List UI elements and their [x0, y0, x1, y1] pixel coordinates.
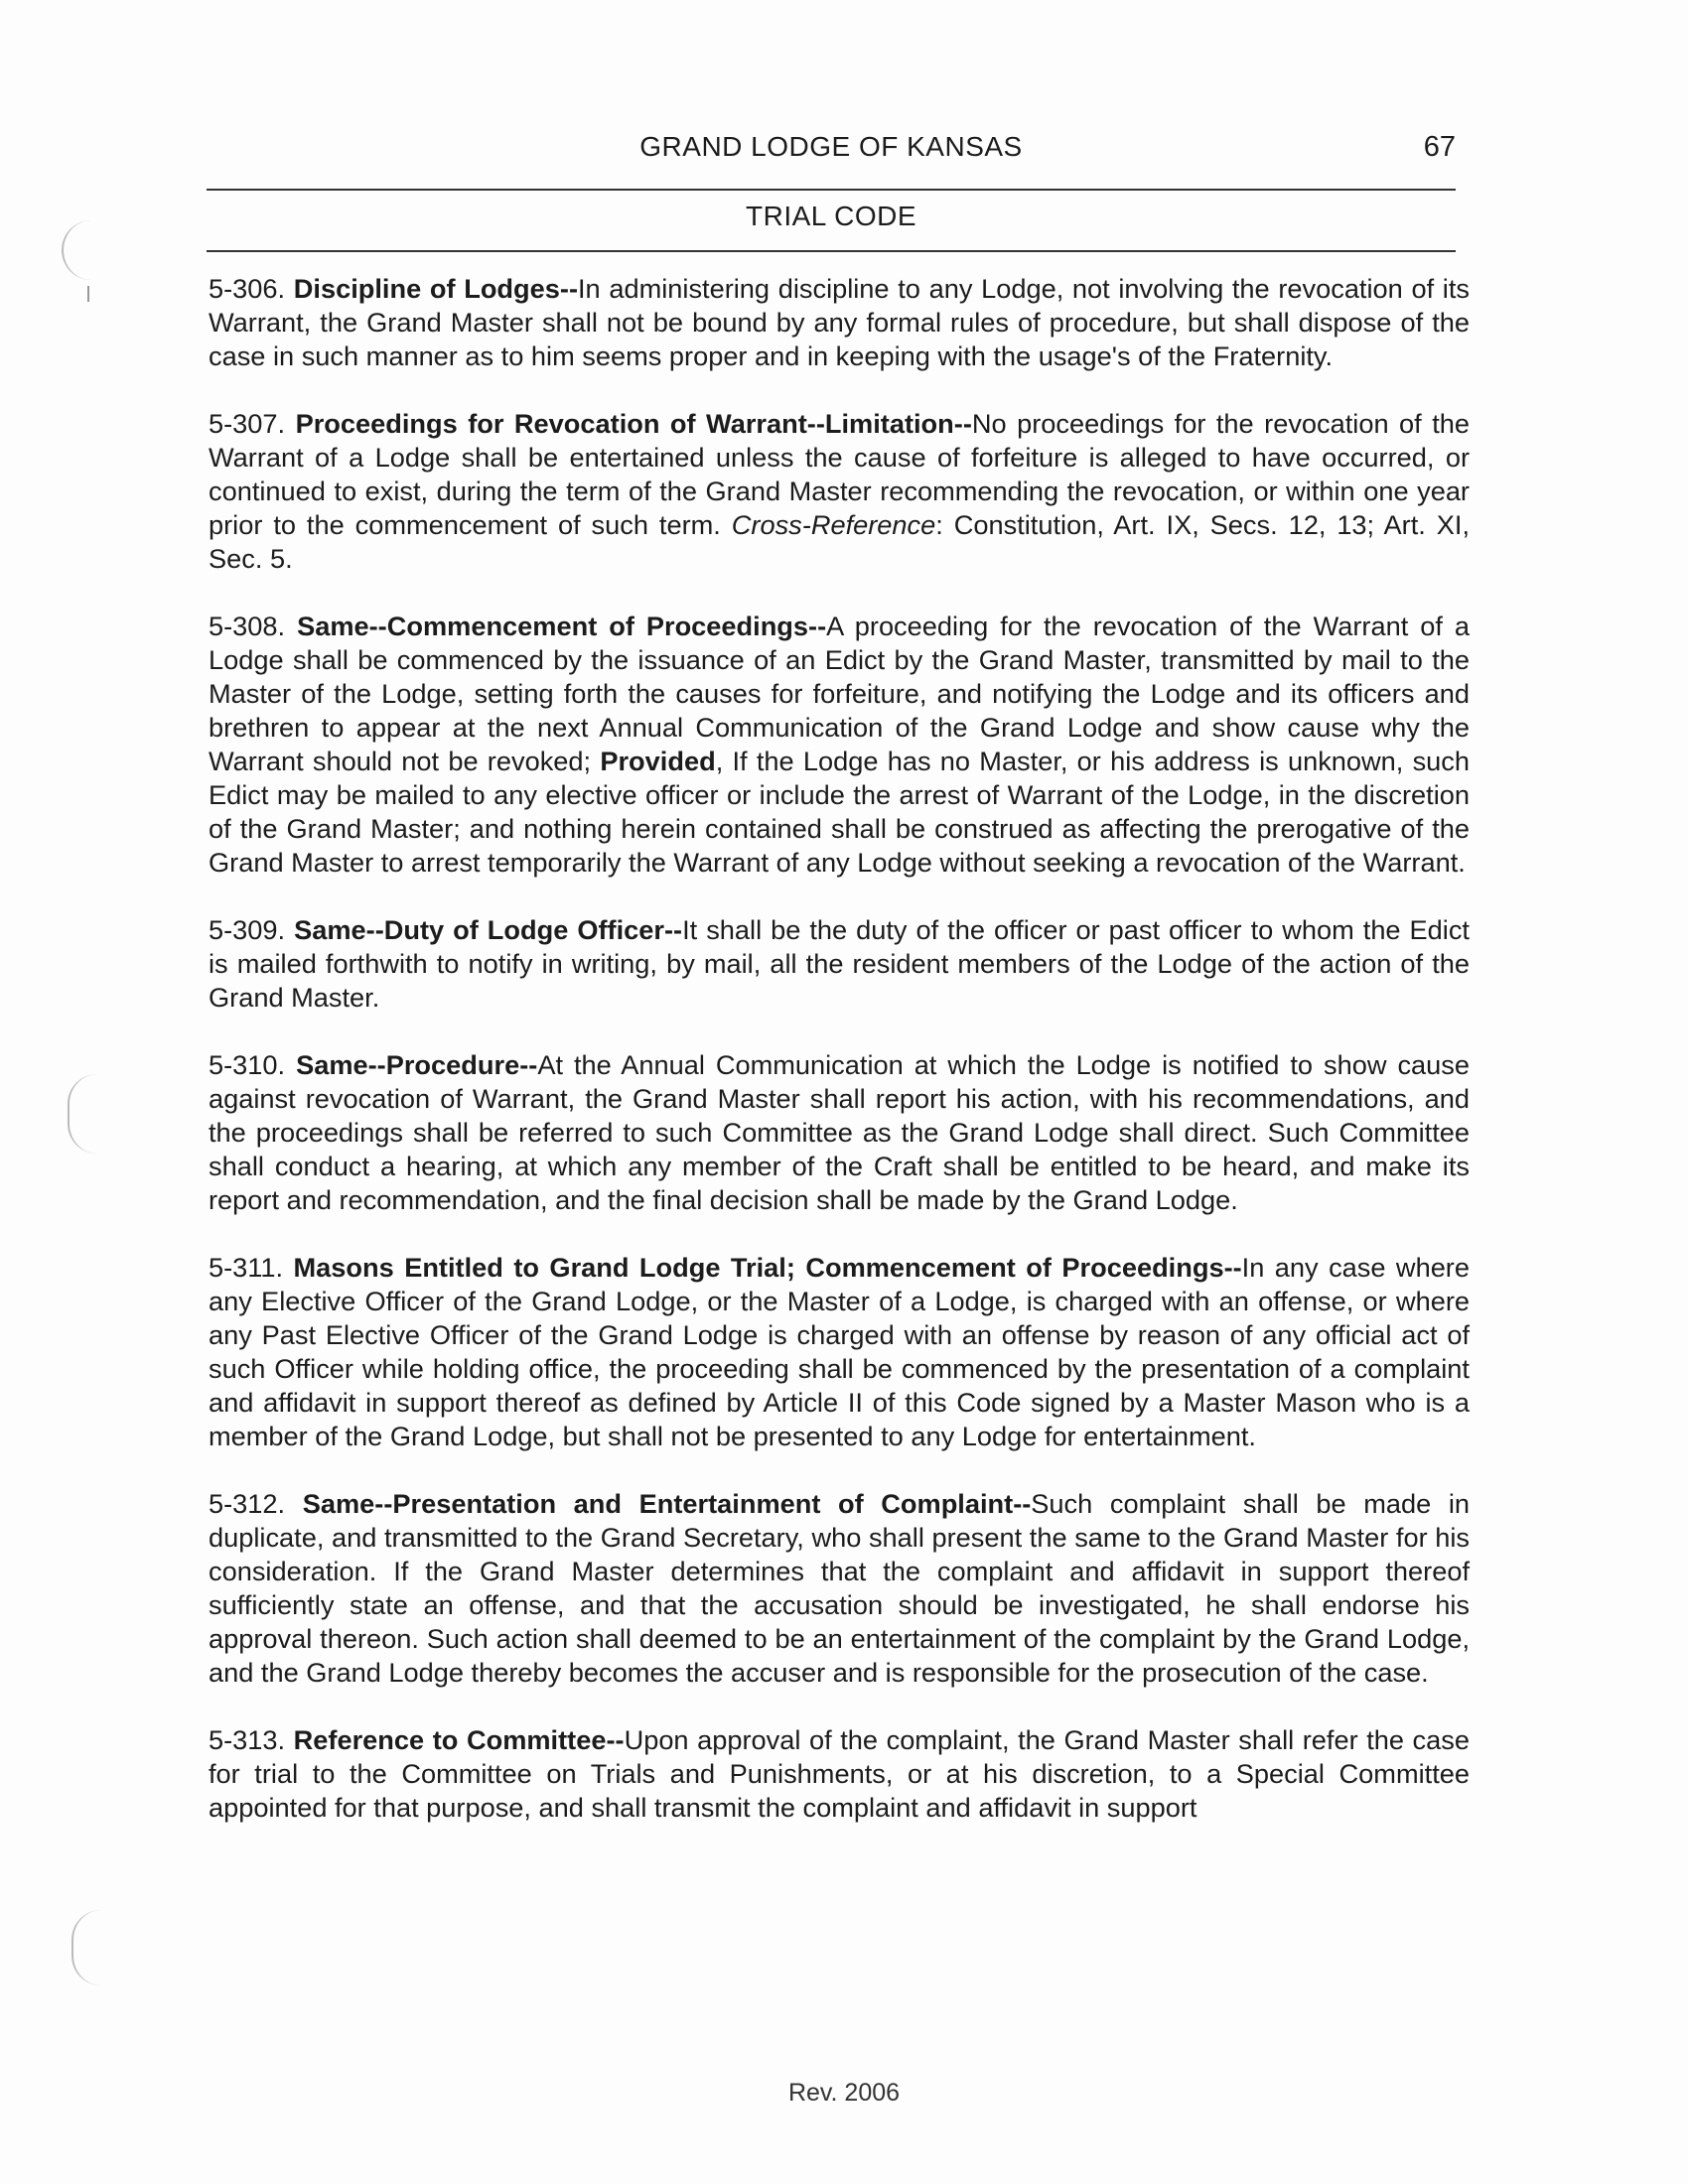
cross-reference-label: Cross-Reference: [731, 509, 936, 540]
section-heading: Reference to Committee--: [293, 1724, 625, 1755]
section-heading: Discipline of Lodges--: [293, 273, 578, 304]
header-title: GRAND LODGE OF KANSAS: [639, 131, 1023, 162]
page-number: 67: [1423, 131, 1456, 163]
section-heading: Same--Duty of Lodge Officer--: [294, 914, 683, 945]
section-number: 5-310.: [209, 1049, 286, 1080]
binder-hole-mark: [68, 1074, 99, 1154]
section-text: Upon approval of the complaint, the Grand Master shall refer the case for trial to the Committee on Trials and Punishments, or at his discretion, to a Special Committee appointed for that purpose, and shall transmit the complaint and affidavit in support: [209, 1724, 1470, 1823]
section-heading: Same--Procedure--: [296, 1049, 538, 1080]
page-header: [207, 127, 1456, 171]
section-number: 5-306.: [209, 273, 286, 304]
section-text: A proceeding for the revocation of the Warrant of a Lodge shall be commenced by the issuance of an Edict by the Grand Master, transmitted by mail to the Master of the Lodge, setting forth the causes for forfeiture, and notifying the Lodge and its officers and brethren to appear at the next Annual Communication of the Grand Lodge and show cause why the Warrant should not be revoked;: [209, 611, 1470, 776]
section-number: 5-312.: [209, 1488, 286, 1519]
page-footer-revision: Rev. 2006: [787, 2079, 901, 2107]
section-5-308: [209, 610, 1470, 880]
section-number: 5-309.: [209, 914, 286, 945]
cross-reference-text: : Constitution, Art. IX, Secs. 12, 13; Art. XI, Sec. 5.: [209, 509, 1470, 574]
section-text: It shall be the duty of the officer or past officer to whom the Edict is mailed forthwith to notify in writing, by mail, all the resident members of the Lodge of the action of the Grand Master.: [209, 914, 1470, 1013]
section-number: 5-311.: [209, 1252, 284, 1283]
document-body: [209, 272, 1470, 1858]
subtitle-rule: [207, 250, 1456, 252]
section-number: 5-308.: [209, 611, 286, 641]
section-5-306: [209, 272, 1470, 373]
section-text: In administering discipline to any Lodge, not involving the revocation of its Warrant, the Grand Master shall not be bound by any formal rules of procedure, but shall dispose of the case in such manner as to him seems proper and in keeping with the usage's of the Fraternity.: [209, 273, 1470, 371]
binder-hole-mark: [71, 1910, 103, 1985]
binder-tick-mark: [87, 286, 89, 302]
section-heading: Masons Entitled to Grand Lodge Trial; Commencement of Proceedings--: [293, 1252, 1242, 1283]
section-5-313: [209, 1723, 1470, 1825]
section-heading: Proceedings for Revocation of Warrant--Limitation--: [295, 408, 972, 439]
header-rule: [207, 189, 1456, 191]
section-5-312: [209, 1487, 1470, 1690]
section-5-309: [209, 913, 1470, 1015]
section-5-311: [209, 1251, 1470, 1453]
section-text: At the Annual Communication at which the Lodge is notified to show cause against revocation of Warrant, the Grand Master shall report his action, with his recommendations, and the proceedings shall be referred to such Committee as the Grand Lodge shall direct. Such Committee shall conduct a hearing, at which any member of the Craft shall be entitled to be heard, and make its report and recommendation, and the final decision shall be made by the Grand Lodge.: [209, 1049, 1470, 1215]
section-text: No proceedings for the revocation of the Warrant of a Lodge shall be entertained unless the cause of forfeiture is alleged to have occurred, or continued to exist, during the term of the Grand Master recommending the revocation, or within one year prior to the commencement of such term.: [209, 408, 1470, 540]
provided-keyword: Provided: [600, 746, 716, 776]
section-number: 5-307.: [209, 408, 286, 439]
section-text: Such complaint shall be made in duplicate, and transmitted to the Grand Secretary, who shall present the same to the Grand Master for his consideration. If the Grand Master determines that the complaint and affidavit in support thereof sufficiently state an offense, and that the accusation should be investigated, he shall endorse his approval thereon. Such action shall deemed to be an entertainment of the complaint by the Grand Lodge, and the Grand Lodge thereby becomes the accuser and is responsible for the prosecution of the case.: [209, 1488, 1470, 1688]
section-5-310: [209, 1048, 1470, 1217]
section-text: In any case where any Elective Officer of the Grand Lodge, or the Master of a Lodge, is charged with an offense, or where any Past Elective Officer of the Grand Lodge is charged with an offense by reason of any official act of such Officer while holding office, the proceeding shall be commenced by the presentation of a complaint and affidavit in support thereof as defined by Article II of this Code signed by a Master Mason who is a member of the Grand Lodge, but shall not be presented to any Lodge for entertainment.: [209, 1252, 1470, 1451]
section-5-307: [209, 407, 1470, 576]
binder-hole-mark: [62, 220, 93, 280]
section-heading: Same--Commencement of Proceedings--: [297, 611, 827, 641]
section-heading: Same--Presentation and Entertainment of Complaint--: [302, 1488, 1032, 1519]
section-subtitle: TRIAL CODE: [746, 201, 916, 231]
section-text-continued: , If the Lodge has no Master, or his address is unknown, such Edict may be mailed to any elective officer or include the arrest of Warrant of the Lodge, in the discretion of the Grand Master; and nothing herein contained shall be construed as affecting the prerogative of the Grand Master to arrest temporarily the Warrant of any Lodge without seeking a revocation of the Warrant.: [209, 746, 1471, 878]
section-number: 5-313.: [209, 1724, 286, 1755]
